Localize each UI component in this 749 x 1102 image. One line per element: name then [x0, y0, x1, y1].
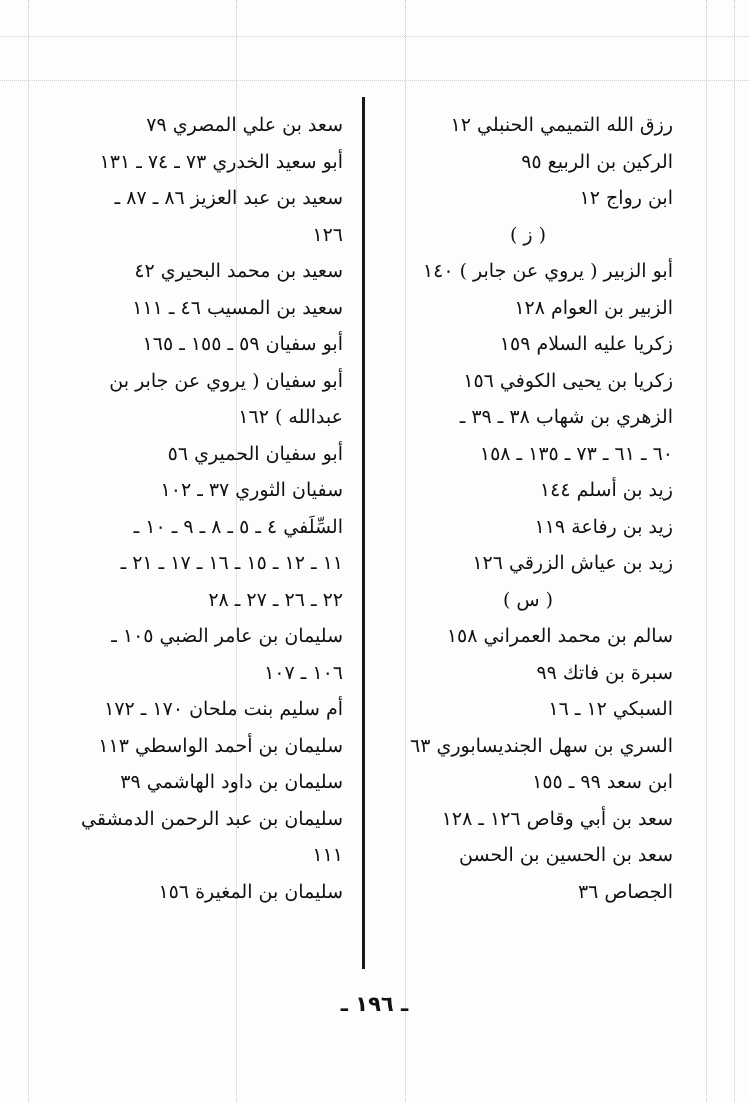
index-entry: ١١ ـ ١٢ ـ ١٥ ـ ١٦ ـ ١٧ ـ ٢١ ـ [120, 552, 343, 574]
index-column-right [383, 107, 673, 910]
column-divider [362, 97, 365, 969]
index-entry: ١١١ [312, 844, 343, 866]
index-entry: سعيد بن عبد العزيز ٨٦ ـ ٨٧ ـ [114, 187, 343, 209]
index-entry: ١٢٦ [312, 223, 343, 246]
section-letter-heading: ( س ) [502, 588, 554, 611]
index-entry: عبدالله ) ١٦٢ [238, 406, 343, 428]
index-entry: ٦٠ ـ ٦١ ـ ٧٣ ـ ١٣٥ ـ ١٥٨ [479, 442, 673, 465]
index-entry: ٢٢ ـ ٢٦ ـ ٢٧ ـ ٢٨ [208, 588, 343, 611]
index-entry: سعيد بن المسيب ٤٦ ـ ١١١ [132, 296, 343, 319]
index-entry: زكريا عليه السلام ١٥٩ [499, 333, 673, 355]
index-entry: سعيد بن محمد البحيري ٤٢ [134, 260, 343, 282]
index-entry: أبو سفيان ( يروي عن جابر بن [109, 369, 343, 392]
index-entry: سبرة بن فاتك ٩٩ [536, 661, 673, 684]
index-entry: زيد بن رفاعة ١١٩ [534, 515, 673, 538]
index-entry: سعد بن علي المصري ٧٩ [146, 114, 343, 136]
index-entry: أم سليم بنت ملحان ١٧٠ ـ ١٧٢ [104, 698, 343, 720]
index-entry: سليمان بن داود الهاشمي ٣٩ [120, 771, 343, 793]
index-entry: أبو سفيان ٥٩ ـ ١٥٥ ـ ١٦٥ [142, 333, 343, 355]
index-entry: ١٠٦ ـ ١٠٧ [264, 661, 343, 684]
index-entry: الزبير بن العوام ١٢٨ [514, 296, 673, 319]
index-entry: ابن سعد ٩٩ ـ ١٥٥ [532, 771, 673, 793]
index-entry: السري بن سهل الجنديسابوري ٦٣ [410, 734, 673, 757]
page-number: ـ ١٩٦ ـ [340, 992, 409, 1016]
index-column-left [53, 107, 343, 910]
index-entry: الزهري بن شهاب ٣٨ ـ ٣٩ ـ [459, 406, 673, 428]
index-entry: سليمان بن عامر الضبي ١٠٥ ـ [111, 625, 343, 647]
index-entry: سليمان بن عبد الرحمن الدمشقي [81, 807, 343, 830]
index-entry: أبو سفيان الحميري ٥٦ [167, 442, 343, 465]
index-entry: سليمان بن المغيرة ١٥٦ [158, 880, 343, 903]
index-entry: سعد بن أبي وقاص ١٢٦ ـ ١٢٨ [441, 807, 673, 830]
index-entry: زكريا بن يحيى الكوفي ١٥٦ [463, 369, 673, 392]
index-entry: سليمان بن أحمد الواسطي ١١٣ [98, 734, 343, 757]
index-entry: سعد بن الحسين بن الحسن [459, 844, 673, 866]
section-letter-heading: ( ز ) [509, 223, 547, 246]
scan-guide-line [734, 0, 735, 1102]
scan-guide-line [0, 80, 749, 81]
index-entry: زيد بن عياش الزرقي ١٢٦ [472, 552, 673, 574]
scan-guide-line [28, 0, 29, 1102]
index-entry: سالم بن محمد العمراني ١٥٨ [446, 625, 673, 647]
index-entry: أبو سعيد الخدري ٧٣ ـ ٧٤ ـ ١٣١ [99, 150, 343, 173]
index-entry: الركين بن الربيع ٩٥ [521, 150, 673, 173]
index-entry: الجصاص ٣٦ [577, 880, 673, 903]
index-entry: السِّلَفي ٤ ـ ٥ ـ ٨ ـ ٩ ـ ١٠ ـ [133, 515, 343, 538]
index-entry: رزق الله التميمي الحنبلي ١٢ [450, 114, 673, 136]
index-entry: ابن رواج ١٢ [579, 187, 673, 209]
index-entry: زيد بن أسلم ١٤٤ [539, 479, 673, 501]
scan-guide-line [0, 36, 749, 37]
index-entry: السبكي ١٢ ـ ١٦ [548, 698, 673, 720]
index-entry: أبو الزبير ( يروي عن جابر ) ١٤٠ [422, 260, 673, 282]
scan-guide-line [706, 0, 707, 1102]
index-entry: سفيان الثوري ٣٧ ـ ١٠٢ [160, 479, 343, 501]
